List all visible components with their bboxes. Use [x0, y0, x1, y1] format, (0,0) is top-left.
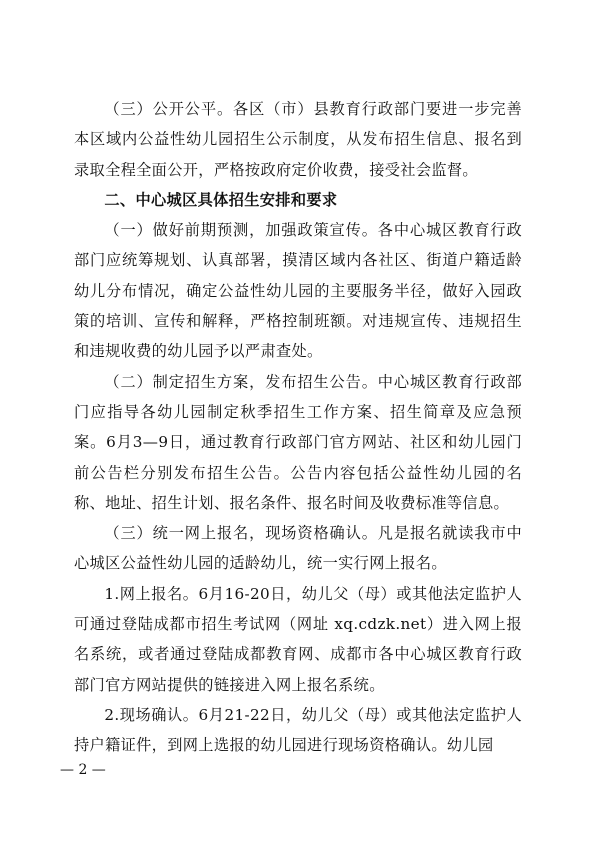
- paragraph-lead: 2.现场确认。: [104, 705, 199, 724]
- paragraph-online-registration: [74, 518, 522, 579]
- paragraph-lead: （三）公开公平。: [104, 100, 234, 118]
- paragraph-text: 各区（市）县教育行政部门要进一步完善本区域内公益性幼儿园招生公示制度，从发布招生信息、报名到录取全程全面公开，严格按政府定价收费，接受社会监督。: [74, 100, 522, 179]
- paragraph-lead: （二）制定招生方案，发布招生公告。: [104, 372, 378, 391]
- paragraph-text: 各中心城区教育行政部门应统筹规划、认真部署，摸清区域内各社区、街道户籍适龄幼儿分布情况，确定公益性幼儿园的主要服务半径，做好入园政策的培训、宣传和解释，严格控制班额。对违规宣传、违规招生和违规收费的幼儿园予以严肃查处。: [74, 221, 522, 361]
- section-heading-2: [74, 185, 522, 215]
- heading-text: 二、中心城区具体招生安排和要求: [104, 190, 338, 209]
- paragraph-public-fairness: [74, 94, 522, 185]
- paragraph-step-1: [74, 579, 522, 700]
- paragraph-text: 6月21-22日，幼儿父（母）或其他法定监护人持户籍证件，到网上选报的幼儿园进行现场资格确认。幼儿园: [74, 705, 522, 755]
- paragraph-text: 凡是报名就读我市中心城区公益性幼儿园的适龄幼儿，统一实行网上报名。: [74, 524, 522, 573]
- paragraph-text: 中心城区教育行政部门应指导各幼儿园制定秋季招生工作方案、招生简章及应急预案。6月3—9日，通过教育行政部门官方网站、社区和幼儿园门前公告栏分别发布招生公告。公告内容包括公益性幼儿园的名称、地址、招生计划、报名条件、报名时间及收费标准等信息。: [74, 372, 522, 512]
- paragraph-enrollment-plan: [74, 367, 522, 518]
- page-number: — 2 —: [60, 762, 106, 778]
- paragraph-forecast-publicity: [74, 215, 522, 366]
- paragraph-step-2: [74, 700, 522, 761]
- paragraph-lead: （三）统一网上报名，现场资格确认。: [104, 524, 378, 543]
- paragraph-lead: （一）做好前期预测，加强政策宣传。: [104, 221, 378, 240]
- paragraph-text: 6月16-20日，幼儿父（母）或其他法定监护人可通过登陆成都市招生考试网（网址 xq.cdzk.net）进入网上报名系统，或者通过登陆成都教育网、成都市各中心城区教育行政部门官方网站提供的链接进入网上报名系统。: [74, 584, 522, 694]
- paragraph-lead: 1.网上报名。: [104, 584, 199, 603]
- body-text: [74, 94, 522, 761]
